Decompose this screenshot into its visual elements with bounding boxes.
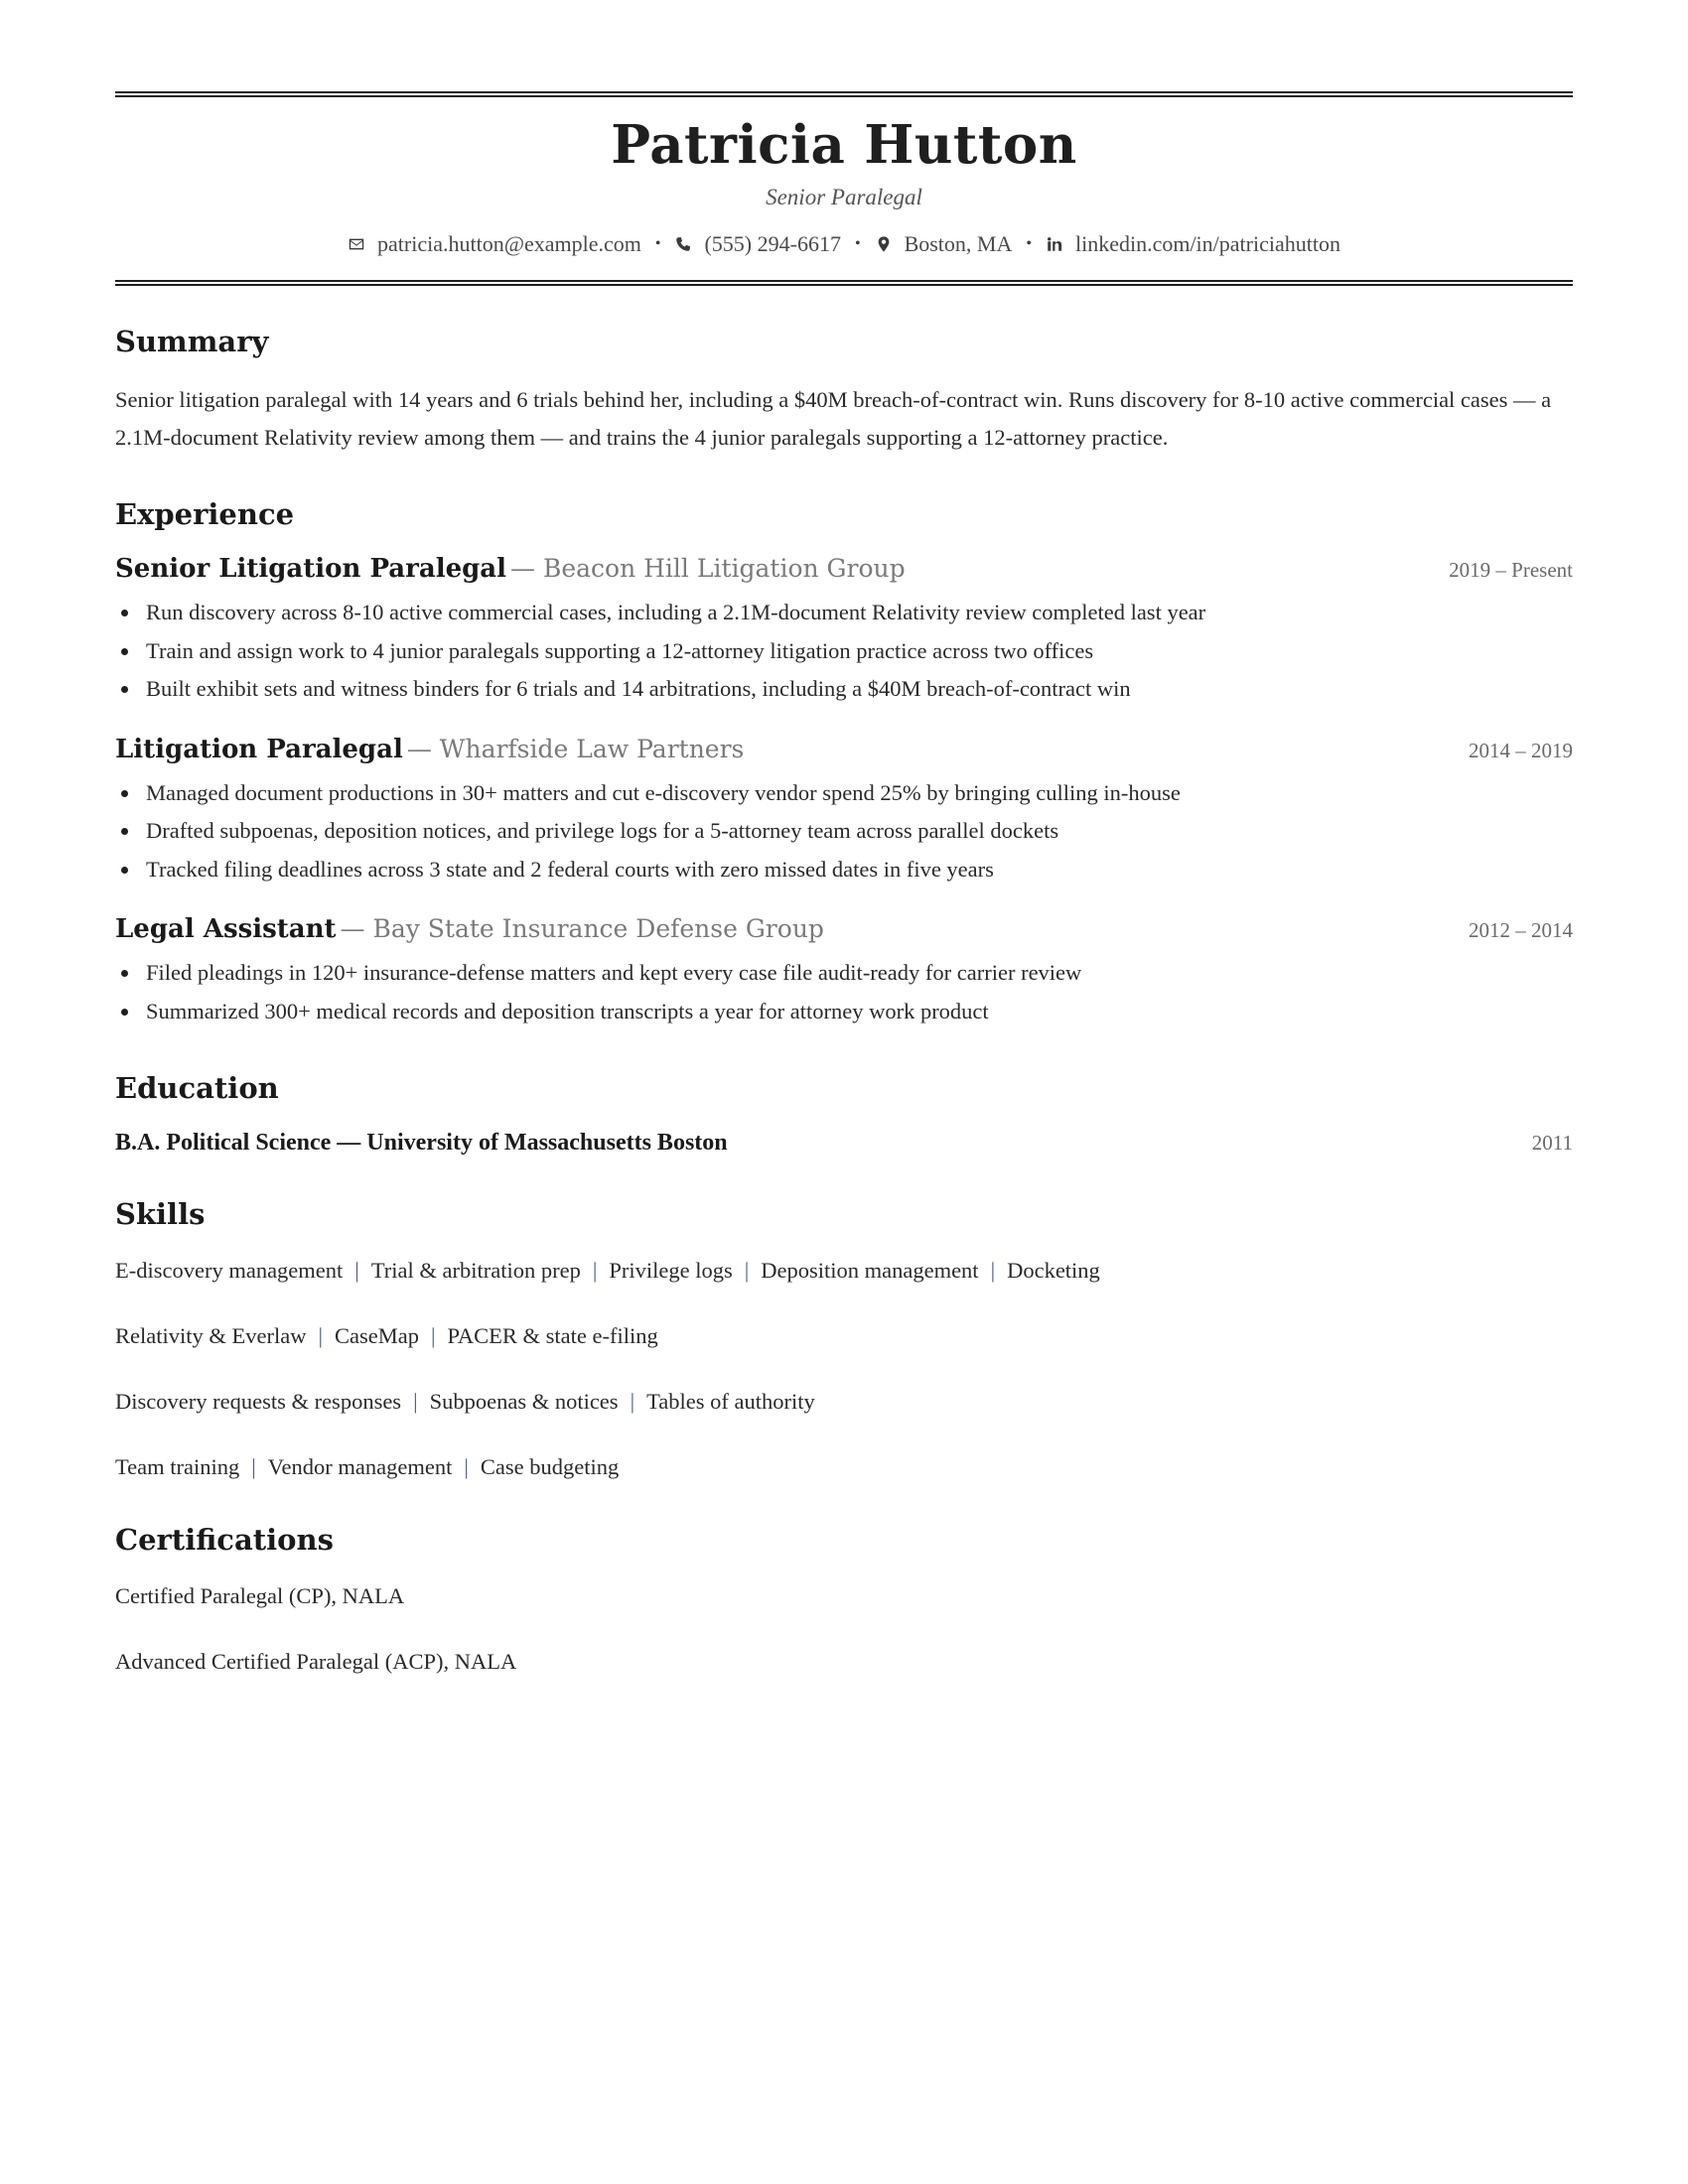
education-entry — [115, 1130, 1573, 1157]
job-bullet: Train and assign work to 4 junior paralegals supporting a 12-attorney litigation practice across two offices — [146, 632, 1573, 671]
certification-item: Advanced Certified Paralegal (ACP), NALA — [115, 1649, 517, 1674]
skill-item: Docketing — [1007, 1258, 1100, 1283]
education-year: 2011 — [1531, 1131, 1573, 1155]
skill-item: Relativity & Everlaw — [115, 1323, 307, 1348]
job-bullet: Tracked filing deadlines across 3 state and 2 federal courts with zero missed dates in five years — [146, 851, 1573, 889]
skill-item: Privilege logs — [609, 1258, 733, 1283]
skill-separator: | — [413, 1389, 418, 1414]
job-bullets — [115, 594, 1573, 709]
certification-item: Certified Paralegal (CP), NALA — [115, 1583, 405, 1608]
contact-location — [875, 230, 1013, 258]
skills-group — [115, 1321, 1573, 1351]
skill-item: Case budgeting — [480, 1454, 620, 1479]
skills-group — [115, 1387, 1573, 1417]
education-degree: B.A. Political Science — University of Massachusetts Boston — [115, 1130, 728, 1156]
header-top-rule — [115, 91, 1573, 97]
skills-group — [115, 1452, 1573, 1482]
job-role: Senior Litigation Paralegal — [115, 554, 507, 584]
job-dates: 2012 – 2014 — [1469, 918, 1573, 942]
job-dates: 2014 – 2019 — [1469, 738, 1573, 762]
mail-icon — [348, 235, 365, 253]
skills-section — [115, 1196, 1573, 1482]
phone-icon — [674, 235, 692, 253]
skill-item: Discovery requests & responses — [115, 1389, 402, 1414]
contact-phone[interactable] — [674, 230, 840, 258]
summary-section — [115, 324, 1573, 457]
linkedin-icon — [1046, 235, 1063, 253]
skill-separator: | — [744, 1258, 750, 1283]
skill-separator: | — [430, 1323, 436, 1348]
contact-separator: • — [854, 235, 861, 252]
certifications-heading: Certifications — [115, 1523, 334, 1557]
job-header — [115, 735, 1573, 764]
contact-email[interactable] — [348, 230, 641, 258]
skills-group — [115, 1256, 1573, 1286]
job-role: Litigation Paralegal — [115, 734, 403, 764]
education-section — [115, 1070, 1573, 1157]
skills-list — [115, 1256, 1573, 1482]
job-bullet: Run discovery across 8-10 active commercial cases, including a 2.1M-document Relativity review completed last year — [146, 594, 1573, 632]
job-header — [115, 914, 1573, 944]
job-bullet: Summarized 300+ medical records and deposition transcripts a year for attorney work product — [146, 993, 1573, 1031]
email-text: patricia.hutton@example.com — [377, 231, 641, 256]
job-dates: 2019 – Present — [1449, 558, 1573, 582]
job-bullets — [115, 954, 1573, 1030]
skill-item: Tables of authority — [646, 1389, 815, 1414]
skill-separator: | — [464, 1454, 469, 1479]
job-entry — [115, 735, 1573, 889]
summary-heading: Summary — [115, 325, 269, 358]
contact-line — [115, 230, 1573, 258]
job-bullet: Built exhibit sets and witness binders for 6 trials and 14 arbitrations, including a $40M breach-of-contract win — [146, 670, 1573, 709]
header-bottom-rule — [115, 280, 1573, 286]
job-bullets — [115, 774, 1573, 889]
location-pin-icon — [875, 235, 893, 253]
skill-item: CaseMap — [334, 1323, 419, 1348]
contact-separator: • — [654, 235, 661, 252]
job-role: Legal Assistant — [115, 914, 337, 944]
education-heading: Education — [115, 1071, 279, 1105]
experience-heading: Experience — [115, 497, 295, 531]
job-bullet: Managed document productions in 30+ matters and cut e-discovery vendor spend 25% by bringing culling in-house — [146, 774, 1573, 813]
skill-item: Subpoenas & notices — [429, 1389, 619, 1414]
experience-section — [115, 496, 1573, 1030]
certifications-list — [115, 1581, 1573, 1677]
resume-header — [115, 113, 1573, 258]
skill-separator: | — [251, 1454, 256, 1479]
job-entry — [115, 554, 1573, 709]
skill-item: PACER & state e-filing — [447, 1323, 658, 1348]
candidate-name: Patricia Hutton — [611, 114, 1077, 176]
skill-item: Vendor management — [267, 1454, 453, 1479]
job-company: — Beacon Hill Litigation Group — [510, 554, 906, 583]
linkedin-text: linkedin.com/in/patriciahutton — [1074, 231, 1340, 256]
certifications-section — [115, 1522, 1573, 1677]
job-header — [115, 554, 1573, 584]
location-text: Boston, MA — [904, 231, 1013, 256]
skill-separator: | — [592, 1258, 598, 1283]
skill-separator: | — [354, 1258, 359, 1283]
job-entry — [115, 914, 1573, 1030]
job-company: — Wharfside Law Partners — [406, 734, 745, 763]
phone-text: (555) 294-6617 — [704, 231, 841, 256]
candidate-title: Senior Paralegal — [766, 185, 922, 209]
job-bullet: Drafted subpoenas, deposition notices, and privilege logs for a 5-attorney team across parallel dockets — [146, 812, 1573, 851]
summary-text: Senior litigation paralegal with 14 years and 6 trials behind her, including a $40M breach-of-contract win. Runs discovery for 8-10 active commercial cases — a 2.1M-document Relativity review among them — and trains the 4 junior paralegals supporting a 12-attorney practice. — [115, 387, 1552, 450]
skill-separator: | — [630, 1389, 635, 1414]
contact-linkedin[interactable] — [1046, 230, 1340, 258]
skill-item: Team training — [115, 1454, 240, 1479]
contact-separator: • — [1026, 235, 1032, 252]
job-bullet: Filed pleadings in 120+ insurance-defense matters and kept every case file audit-ready for carrier review — [146, 954, 1573, 993]
job-company: — Bay State Insurance Defense Group — [340, 914, 824, 943]
skills-heading: Skills — [115, 1197, 206, 1231]
skill-item: Trial & arbitration prep — [370, 1258, 581, 1283]
skill-item: E-discovery management — [115, 1258, 344, 1283]
skill-separator: | — [990, 1258, 996, 1283]
skill-item: Deposition management — [761, 1258, 979, 1283]
skill-separator: | — [318, 1323, 323, 1348]
